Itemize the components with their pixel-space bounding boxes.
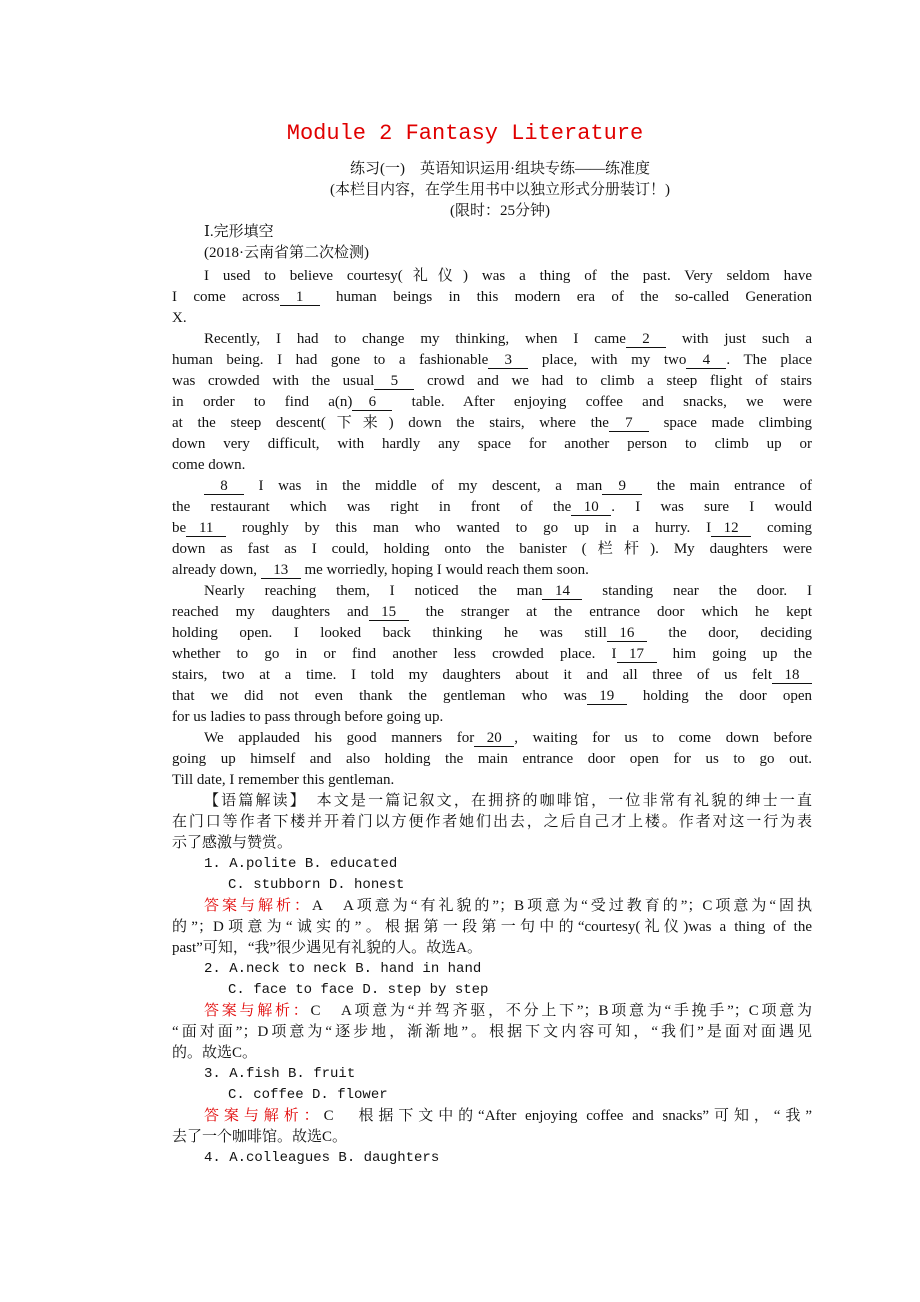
passage-line [172,560,812,581]
answer-text: C 根据下文中的“After enjoying coffee and snacks”可知，“我” [323,1108,812,1124]
passage-text: I come across [172,289,280,305]
blank-11: 11 [186,520,226,537]
passage-text: Nearly reaching them, I noticed the man [204,583,543,599]
option-text: 3. A.fish B. fruit [204,1066,356,1082]
passage-line [172,266,812,287]
passage-line [172,287,812,308]
passage-text: Till date, I remember this gentleman. [172,772,395,788]
passage-text: table. After enjoying coffee and snacks, we were [392,394,812,410]
option-text: C. face to face D. step by step [228,982,489,998]
passage-text: crowd and we had to climb a steep flight of stairs [414,373,812,389]
answer-text: “面对面”；D项意为“逐步地，渐渐地”。根据下文内容可知，“我们”是面对面遇见 [172,1024,812,1040]
passage-text: holding open. I looked back thinking he was still [172,625,607,641]
document-body [172,266,812,1169]
blank-17: 17 [617,646,657,663]
passage-text: the stranger at the entrance door which he kept [408,604,812,620]
blank-9: 9 [602,478,642,495]
blank-12: 12 [711,520,751,537]
blank-16: 16 [607,625,647,642]
passage-line [172,476,812,497]
page-title: Module 2 Fantasy Literature [286,121,644,146]
passage-text: . The place [726,352,812,368]
passage-source: (2018·云南省第二次检测) [204,245,369,261]
passage-line [172,623,812,644]
passage-text: , waiting for us to come down before [514,730,812,746]
passage-line [172,329,812,350]
blank-3: 3 [488,352,528,369]
blank-5: 5 [374,373,414,390]
passage-text: that we did not even thank the gentleman who was [172,688,587,704]
blank-6: 6 [352,394,392,411]
section-heading: Ⅰ.完形填空 [204,224,274,240]
summary-line [172,833,812,854]
summary-line [172,812,812,833]
answer-text: 的。故选C。 [172,1045,258,1061]
binding-note: (本栏目内容，在学生用书中以独立形式分册装订！) [330,182,670,198]
option-text: 1. A.polite B. educated [204,856,398,872]
passage-line [172,707,812,728]
passage-line [172,749,812,770]
answer-line [172,1022,812,1043]
answer-label: 答案与解析： [204,1108,324,1124]
passage-line [172,728,812,749]
passage-line [172,434,812,455]
blank-14: 14 [542,583,582,600]
blank-10: 10 [571,499,611,516]
passage-text: at the steep descent(下来) down the stairs, where the [172,415,609,431]
passage-line [172,455,812,476]
passage-text: holding the door open [626,688,812,704]
passage-line [172,413,812,434]
question-options-ab [172,1064,812,1085]
answer-line [172,896,812,917]
question-options-ab [172,959,812,980]
blank-8: 8 [204,478,244,495]
passage-text: . I was sure I would [611,499,812,515]
passage-line [172,392,812,413]
passage-line [172,308,812,329]
passage-text: roughly by this man who wanted to go up in a hurry. I [226,520,712,536]
answer-line [172,917,812,938]
passage-line [172,602,812,623]
passage-line [172,518,812,539]
summary-line [172,791,812,812]
question-options-cd [172,1085,812,1106]
answer-text: C A项意为“并驾齐驱，不分上下”；B项意为“手挽手”；C项意为 [310,1003,812,1019]
passage-text: be [172,520,187,536]
blank-4: 4 [686,352,726,369]
answer-text: A A项意为“有礼貌的”；B项意为“受过教育的”；C项意为“固执 [311,898,812,914]
exercise-header [172,159,812,264]
question-options-ab [172,854,812,875]
option-text: C. coffee D. flower [228,1087,388,1103]
passage-line [172,686,812,707]
answer-text: 的”；D项意为“诚实的”。根据第一段第一句中的“courtesy(礼仪)was a thing of the [172,919,812,935]
answer-line [172,938,812,959]
passage-text: me worriedly, hoping I would reach them soon. [300,562,589,578]
passage-text: in order to find a(n) [172,394,353,410]
option-text: C. stubborn D. honest [228,877,405,893]
passage-text: already down, [172,562,261,578]
answer-text: past”可知，“我”很少遇见有礼貌的人。故选A。 [172,940,482,956]
passage-text: reached my daughters and [172,604,369,620]
passage-text: stairs, two at a time. I told my daughters about it and all three of us felt [172,667,772,683]
passage-text: the door, deciding [646,625,812,641]
passage-text: coming [751,520,812,536]
passage-text: down as fast as I could, holding onto the banister (栏杆). My daughters were [172,541,812,557]
passage-text: space made climbing [648,415,812,431]
passage-text: place, with my two [528,352,687,368]
blank-20: 20 [474,730,514,747]
summary-text: 示了感激与赞赏。 [172,835,293,851]
passage-text: Recently, I had to change my thinking, when I came [204,331,626,347]
passage-text: for us ladies to pass through before going up. [172,709,444,725]
blank-7: 7 [609,415,649,432]
passage-line [172,497,812,518]
question-options-cd [172,875,812,896]
passage-line [172,665,812,686]
blank-19: 19 [587,688,627,705]
summary-text: 在门口等作者下楼并开着门以方便作者她们出去，之后自己才上楼。作者对这一行为表 [172,814,812,830]
answer-text: 去了一个咖啡馆。故选C。 [172,1129,348,1145]
time-limit: (限时：25分钟) [450,203,550,219]
passage-line [172,371,812,392]
passage-line [172,581,812,602]
answer-line [172,1043,812,1064]
passage-text: whether to go in or find another less crowded place. I [172,646,617,662]
passage-text: come down. [172,457,246,473]
passage-text: him going up the [656,646,812,662]
passage-text: I was in the middle of my descent, a man [244,478,603,494]
blank-18: 18 [772,667,812,684]
answer-label: 答案与解析： [204,1003,311,1019]
passage-text: We applauded his good manners for [204,730,475,746]
passage-text: standing near the door. I [582,583,812,599]
passage-text: the main entrance of [642,478,812,494]
passage-text: down very difficult, with hardly any space for another person to climb up or [172,436,812,452]
blank-2: 2 [626,331,666,348]
passage-text: was crowded with the usual [172,373,375,389]
passage-text: going up himself and also holding the main entrance door open for us to go out. [172,751,812,767]
question-options-ab [172,1148,812,1169]
answer-line [172,1001,812,1022]
option-text: 4. A.colleagues B. daughters [204,1150,440,1166]
passage-text: human being. I had gone to a fashionable [172,352,489,368]
blank-1: 1 [280,289,320,306]
passage-line [172,770,812,791]
answer-line [172,1106,812,1127]
blank-15: 15 [369,604,409,621]
question-options-cd [172,980,812,1001]
option-text: 2. A.neck to neck B. hand in hand [204,961,482,977]
answer-label: 答案与解析： [204,898,312,914]
answer-line [172,1127,812,1148]
passage-text: X. [172,310,187,326]
passage-text: with just such a [665,331,812,347]
passage-line [172,644,812,665]
passage-text: I used to believe courtesy(礼仪) was a thing of the past. Very seldom have [204,268,812,284]
passage-line [172,350,812,371]
summary-text: 【语篇解读】 本文是一篇记叙文，在拥挤的咖啡馆，一位非常有礼貌的绅士一直 [204,793,812,809]
passage-line [172,539,812,560]
blank-13: 13 [261,562,301,579]
passage-text: the restaurant which was right in front of the [172,499,572,515]
passage-text: human beings in this modern era of the so-called Generation [319,289,812,305]
exercise-subtitle: 练习(一) 英语知识运用·组块专练——练准度 [350,161,650,177]
